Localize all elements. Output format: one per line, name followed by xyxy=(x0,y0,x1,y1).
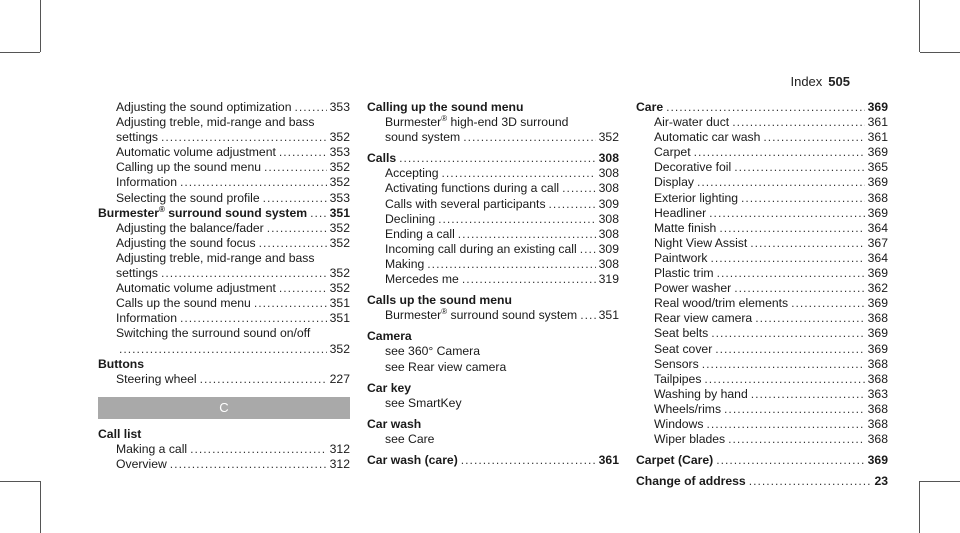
page-header xyxy=(790,74,850,89)
cross-reference[interactable]: see Care xyxy=(385,431,435,446)
index-heading: Calls up the sound menu xyxy=(367,293,512,308)
index-entry[interactable]: settings ..... 352 xyxy=(98,266,350,281)
index-entry[interactable]: Tailpipes ..... 368 xyxy=(636,372,888,387)
index-column-3 xyxy=(636,100,888,489)
index-entry[interactable]: Rear view camera ..... 368 xyxy=(636,311,888,326)
crop-mark xyxy=(919,0,920,52)
crop-mark xyxy=(40,481,41,533)
index-entry[interactable]: Paintwork ..... 364 xyxy=(636,251,888,266)
index-entry-line: Adjusting treble, mid-range and bass xyxy=(116,115,315,130)
index-entry[interactable]: Making ..... 308 xyxy=(367,257,619,272)
index-heading: Car key xyxy=(367,380,412,395)
index-entry[interactable]: Information ..... 351 xyxy=(98,311,350,326)
index-entry[interactable]: Headliner ..... 369 xyxy=(636,206,888,221)
index-entry[interactable]: Windows ..... 368 xyxy=(636,417,888,432)
index-heading[interactable]: Car wash (care) ..... 361 xyxy=(367,453,619,468)
index-entry[interactable]: Steering wheel ..... 227 xyxy=(98,372,350,387)
index-heading: Car wash xyxy=(367,416,422,431)
index-entry[interactable]: Automatic volume adjustment ..... 353 xyxy=(98,145,350,160)
index-entry[interactable]: Exterior lighting ..... 368 xyxy=(636,191,888,206)
index-entry[interactable]: Automatic volume adjustment ..... 352 xyxy=(98,281,350,296)
section-letter: C xyxy=(98,397,350,419)
index-heading[interactable]: Change of address ..... 23 xyxy=(636,474,888,489)
index-heading[interactable]: Care ..... 369 xyxy=(636,100,888,115)
index-entry[interactable]: Decorative foil ..... 365 xyxy=(636,160,888,175)
index-heading[interactable]: Calls ..... 308 xyxy=(367,151,619,166)
index-entry[interactable]: Real wood/trim elements ..... 369 xyxy=(636,296,888,311)
index-entry[interactable]: Information ..... 352 xyxy=(98,175,350,190)
index-entry[interactable]: Matte finish ..... 364 xyxy=(636,221,888,236)
page-number: 505 xyxy=(828,74,850,89)
index-entry[interactable]: Seat cover ..... 369 xyxy=(636,342,888,357)
index-entry[interactable]: Sensors ..... 368 xyxy=(636,357,888,372)
index-entry[interactable]: ..... 352 xyxy=(98,342,350,357)
cross-reference[interactable]: see SmartKey xyxy=(385,395,462,410)
index-entry[interactable]: Calling up the sound menu ..... 352 xyxy=(98,160,350,175)
index-entry[interactable]: Carpet ..... 369 xyxy=(636,145,888,160)
index-entry[interactable]: Incoming call during an existing call ..... 309 xyxy=(367,242,619,257)
index-entry[interactable]: Power washer ..... 362 xyxy=(636,281,888,296)
index-entry[interactable]: sound system ..... 352 xyxy=(367,130,619,145)
index-entry[interactable]: Declining ..... 308 xyxy=(367,212,619,227)
index-entry[interactable]: Accepting ..... 308 xyxy=(367,166,619,181)
index-heading: Buttons xyxy=(98,356,145,371)
cross-reference[interactable]: see Rear view camera xyxy=(385,359,507,374)
index-entry[interactable]: Seat belts ..... 369 xyxy=(636,326,888,341)
index-entry[interactable]: Adjusting the balance/fader ..... 352 xyxy=(98,221,350,236)
index-entry[interactable]: Automatic car wash ..... 361 xyxy=(636,130,888,145)
index-heading[interactable]: Burmester® surround sound system ..... 351 xyxy=(98,206,350,221)
crop-mark xyxy=(40,0,41,52)
index-entry-line: Adjusting treble, mid-range and bass xyxy=(116,250,315,265)
crop-mark xyxy=(919,481,920,533)
cross-reference[interactable]: see 360° Camera xyxy=(385,344,480,359)
index-entry[interactable]: Burmester® surround sound system ..... 351 xyxy=(367,308,619,323)
index-entry-line: Switching the surround sound on/off xyxy=(116,326,311,341)
index-entry[interactable]: Making a call ..... 312 xyxy=(98,442,350,457)
crop-mark xyxy=(920,481,960,482)
index-entry-line: Burmester® high-end 3D surround xyxy=(385,114,569,130)
index-entry[interactable]: Ending a call ..... 308 xyxy=(367,227,619,242)
index-heading: Call list xyxy=(98,426,142,441)
index-entry[interactable]: Mercedes me ..... 319 xyxy=(367,272,619,287)
index-entry[interactable]: Activating functions during a call ..... 308 xyxy=(367,181,619,196)
crop-mark xyxy=(0,52,40,53)
index-entry[interactable]: Calls with several participants ..... 309 xyxy=(367,197,619,212)
index-entry[interactable]: Overview ..... 312 xyxy=(98,457,350,472)
index-entry[interactable]: Selecting the sound profile ..... 353 xyxy=(98,191,350,206)
crop-mark xyxy=(0,481,40,482)
index-entry[interactable]: Washing by hand ..... 363 xyxy=(636,387,888,402)
index-entry[interactable]: Plastic trim ..... 369 xyxy=(636,266,888,281)
index-entry[interactable]: Wiper blades ..... 368 xyxy=(636,432,888,447)
care-subentries xyxy=(636,115,888,447)
index-column-1 xyxy=(98,100,350,472)
index-entry[interactable]: Adjusting the sound optimization ..... 353 xyxy=(98,100,350,115)
index-entry[interactable]: settings ..... 352 xyxy=(98,130,350,145)
index-heading: Calling up the sound menu xyxy=(367,100,524,114)
index-entry[interactable]: Night View Assist ..... 367 xyxy=(636,236,888,251)
header-label: Index xyxy=(790,74,823,89)
crop-mark xyxy=(920,52,960,53)
index-entry[interactable]: Calls up the sound menu ..... 351 xyxy=(98,296,350,311)
index-entry[interactable]: Air-water duct ..... 361 xyxy=(636,115,888,130)
index-entry[interactable]: Wheels/rims ..... 368 xyxy=(636,402,888,417)
index-heading[interactable]: Carpet (Care) ..... 369 xyxy=(636,453,888,468)
index-heading: Camera xyxy=(367,329,412,344)
index-column-2 xyxy=(367,100,619,468)
index-entry[interactable]: Display ..... 369 xyxy=(636,175,888,190)
index-entry[interactable]: Adjusting the sound focus ..... 352 xyxy=(98,236,350,251)
